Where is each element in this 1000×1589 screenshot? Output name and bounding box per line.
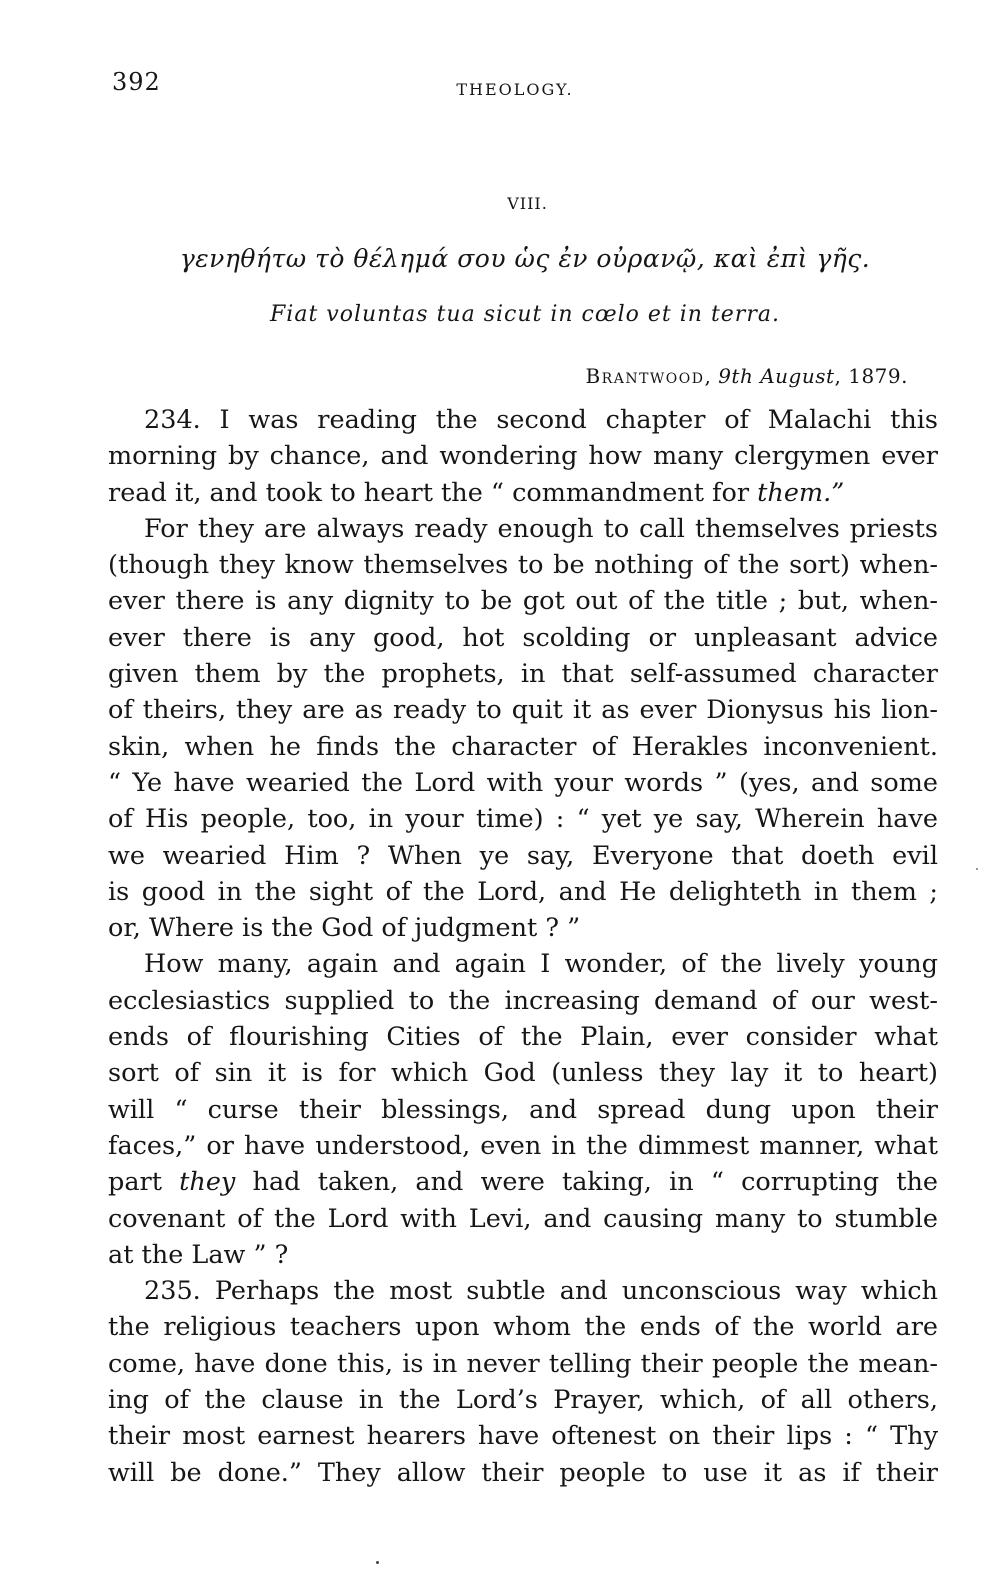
emphasis-they: they	[179, 1167, 236, 1198]
text-line: ever there is any good, hot scolding or unpleasant advice	[108, 622, 938, 653]
text-line: covenant of the Lord with Levi, and causing many to stumble	[108, 1203, 938, 1234]
text-line: at the Law ” ?	[108, 1239, 289, 1270]
text-line: come, have done this, is in never telling their people the mean-	[108, 1348, 938, 1379]
paragraph-235	[108, 1273, 938, 1491]
text-line: skin, when he finds the character of Herakles inconvenient.	[108, 731, 938, 762]
text-line: (though they know themselves to be nothing of the sort) when-	[108, 550, 938, 581]
emphasis-them: them.”	[757, 477, 845, 508]
text-line: morning by chance, and wondering how many clergymen ever	[108, 441, 938, 472]
text-line: For they are always ready enough to call themselves priests	[144, 513, 938, 544]
dateline-place: Brantwood	[585, 364, 705, 388]
dateline: Brantwood, 9th August, 1879.	[585, 364, 908, 388]
paragraph-ecclesiastics	[108, 946, 938, 1273]
text-line: the religious teachers upon whom the ends of the world are	[108, 1312, 938, 1343]
dateline-date: 9th August	[718, 364, 835, 388]
text-line: faces,” or have understood, even in the dimmest manner, what	[108, 1130, 938, 1161]
text-line-with-emphasis	[108, 475, 938, 511]
margin-speck	[976, 868, 978, 870]
dateline-year: , 1879.	[834, 364, 908, 388]
text-line: “ Ye have wearied the Lord with your words ” (yes, and some	[108, 767, 938, 798]
text-line: is good in the sight of the Lord, and He delighteth in them ;	[108, 876, 938, 907]
text-line: we wearied Him ? When ye say, Everyone that doeth evil	[108, 840, 938, 871]
text-line: ecclesiastics supplied to the increasing demand of our west-	[108, 985, 938, 1016]
text-fragment: had taken, and were taking, in “ corrupting the	[235, 1167, 938, 1198]
text-line: or, Where is the God of judgment ? ”	[108, 913, 581, 944]
text-line: will “ curse their blessings, and spread dung upon their	[108, 1094, 938, 1125]
text-fragment: read it, and took to heart the “ commandment for	[108, 477, 758, 508]
print-speck	[376, 1561, 379, 1564]
text-fragment: part	[108, 1167, 180, 1198]
text-line: ends of flourishing Cities of the Plain, ever consider what	[108, 1022, 938, 1053]
paragraph-234	[108, 402, 938, 511]
text-line: How many, again and again I wonder, of the lively young	[144, 949, 938, 980]
running-head: THEOLOGY.	[456, 80, 574, 99]
text-line: ing of the clause in the Lord’s Prayer, which, of all others,	[108, 1385, 938, 1416]
section-numeral: VIII.	[507, 194, 548, 213]
text-line: ever there is any dignity to be got out of the title ; but, when-	[108, 586, 938, 617]
body-text	[108, 402, 938, 1491]
paragraph-priests	[108, 511, 938, 947]
text-line: given them by the prophets, in that self-assumed character	[108, 659, 938, 690]
text-line: 235. Perhaps the most subtle and unconscious way which	[144, 1276, 938, 1307]
text-line: their most earnest hearers have oftenest on their lips : “ Thy	[108, 1421, 938, 1452]
epigraph-greek: γενηθήτω τὸ θέλημά σου ὡς ἐν οὐρανῷ, καὶ ἐπὶ γῆς.	[179, 244, 871, 273]
epigraph-latin: Fiat voluntas tua sicut in cœlo et in terra.	[270, 302, 780, 327]
text-line: will be done.” They allow their people to use it as if their	[108, 1457, 938, 1488]
text-line: of theirs, they are as ready to quit it as ever Dionysus his lion-	[108, 695, 938, 726]
text-line: of His people, too, in your time) : “ yet ye say, Wherein have	[108, 804, 938, 835]
text-line: sort of sin it is for which God (unless they lay it to heart)	[108, 1058, 938, 1089]
text-line: 234. I was reading the second chapter of Malachi this	[144, 405, 938, 435]
page-number: 392	[112, 68, 161, 96]
text-line-with-emphasis	[108, 1164, 938, 1200]
